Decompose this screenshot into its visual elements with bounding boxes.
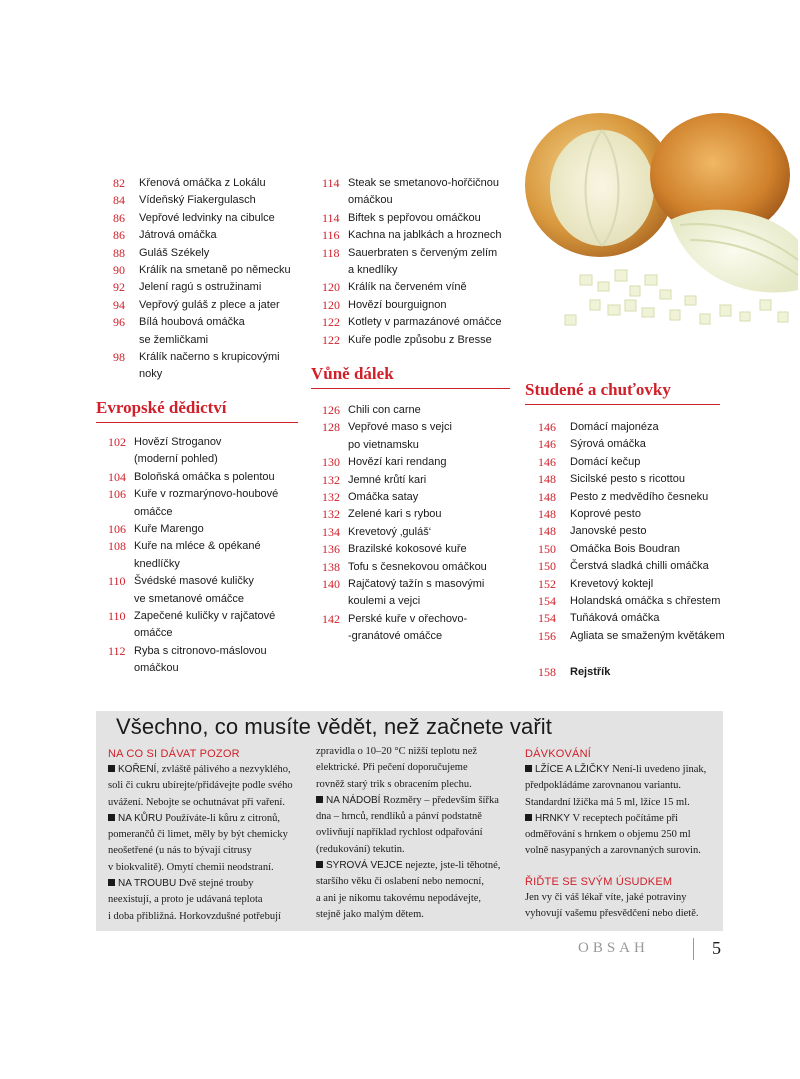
list-item[interactable]: [538, 628, 738, 645]
toc-title: Domácí kečup: [570, 455, 641, 468]
info-text-line: [108, 795, 303, 811]
list-item[interactable]: [113, 279, 303, 296]
toc-title: Brazilské kokosové kuře: [348, 543, 467, 556]
list-item[interactable]: [322, 489, 512, 506]
list-item[interactable]: [538, 436, 738, 453]
list-item[interactable]: [322, 593, 512, 610]
info-text: V receptech počítáme při: [570, 812, 679, 824]
info-text-line: [108, 778, 303, 794]
info-text-line: [108, 876, 303, 892]
list-item[interactable]: [108, 608, 303, 625]
info-text-line: [525, 811, 725, 827]
toc-page-number: 132: [322, 507, 340, 522]
toc-title: Vepřové maso s vejci: [348, 421, 452, 434]
toc-page-number: [108, 451, 134, 468]
info-text: předpokládáme zarovnanou variantu.: [525, 780, 681, 792]
list-item[interactable]: [113, 262, 303, 279]
list-item[interactable]: [322, 628, 512, 645]
toc-title: Biftek s pepřovou omáčkou: [348, 211, 481, 224]
toc-page-number: [322, 437, 348, 454]
toc-page-number: [322, 593, 348, 610]
toc-title: Sauerbraten s červeným zelím: [348, 246, 498, 259]
list-item[interactable]: [113, 175, 303, 192]
toc-page-number: 82: [113, 176, 125, 190]
info-subhead: NA NÁDOBÍ: [326, 794, 381, 806]
list-item[interactable]: [322, 559, 512, 576]
toc-title: omáčce: [134, 505, 173, 518]
list-item[interactable]: [108, 556, 303, 573]
info-text: elektrické. Při pečení doporučujeme: [316, 762, 468, 774]
list-item[interactable]: [538, 541, 738, 558]
toc-title: Guláš Székely: [139, 246, 210, 259]
toc-page-number: 108: [108, 539, 126, 554]
section-heading-vune: Vůně dálek: [311, 364, 510, 389]
toc-title: Chili con carne: [348, 404, 421, 416]
info-text: vyhovují vašemu přesvědčení nebo dietě.: [525, 908, 699, 920]
toc-title: Kuře podle způsobu z Bresse: [348, 333, 492, 346]
toc-title: Vepřové ledvinky na cibulce: [139, 211, 275, 224]
info-text: Jen vy či váš lékař víte, jaké potraviny: [525, 891, 687, 903]
toc-title: Kuře Marengo: [134, 523, 204, 536]
info-text-line: [316, 793, 514, 809]
bullet-square-icon: [525, 765, 532, 772]
list-item[interactable]: [322, 402, 512, 419]
info-subhead: NA TROUBU: [118, 878, 177, 890]
toc-title: (moderní pohled): [134, 453, 218, 466]
list-item[interactable]: [108, 434, 303, 451]
toc-title: Vepřový guláš z plece a jater: [139, 298, 280, 311]
list-item[interactable]: [538, 610, 738, 627]
info-text-line: [316, 744, 514, 760]
toc-page-number: [108, 556, 134, 573]
list-item[interactable]: [113, 366, 303, 383]
info-text-line: [525, 795, 725, 811]
toc-title: Krevetový koktejl: [570, 577, 654, 590]
toc-title: Ryba s citronovo-máslovou: [134, 644, 267, 657]
list-item[interactable]: [322, 227, 512, 244]
toc-page-number: 138: [322, 559, 340, 574]
list-item[interactable]: [322, 419, 512, 436]
toc-title: Krevetový ‚guláš‘: [348, 525, 432, 538]
toc-title: Hovězí Stroganov: [134, 436, 222, 448]
toc-page-number: 154: [538, 594, 556, 609]
list-item[interactable]: [108, 538, 303, 555]
toc-title: Steak se smetanovo-hořčičnou: [348, 177, 500, 189]
onions-photo: [520, 100, 800, 350]
toc-title: Boloňská omáčka s polentou: [134, 470, 275, 483]
list-item[interactable]: [113, 349, 303, 366]
toc-title: Omáčka Bois Boudran: [570, 542, 681, 555]
list-item[interactable]: [322, 332, 512, 349]
toc-title: Tofu s česnekovou omáčkou: [348, 560, 487, 573]
info-subhead: NA KŮRU: [118, 812, 163, 824]
toc-title: Játrová omáčka: [139, 229, 217, 242]
list-item[interactable]: [322, 262, 512, 279]
toc-page-number: 122: [322, 332, 340, 347]
list-item[interactable]: [113, 192, 303, 209]
bullet-square-icon: [525, 814, 532, 821]
list-item[interactable]: [108, 660, 303, 677]
info-text-line: [108, 811, 303, 827]
toc-page-number: 136: [322, 542, 340, 557]
toc-title: Rajčatový tažín s masovými: [348, 578, 485, 591]
info-text: i doba přibližná. Horkovzdušné potřebují: [108, 910, 281, 922]
info-text-line: [316, 825, 514, 841]
toc-index-entry[interactable]: [538, 664, 738, 681]
toc-page-number: 128: [322, 420, 340, 435]
list-item[interactable]: [538, 523, 738, 540]
info-text: Není-li uvedeno jinak,: [609, 764, 707, 775]
toc-title: Rejstřík: [570, 666, 611, 678]
toc-title: omáčkou: [348, 194, 393, 207]
toc-page-number: 158: [538, 665, 556, 679]
toc-column-c: [538, 419, 738, 645]
toc-title: Králík na smetaně po německu: [139, 264, 291, 277]
toc-title: Zelené kari s rybou: [348, 508, 442, 521]
info-text: Používáte-li kůru z citronů,: [162, 812, 280, 824]
toc-title: Kuře v rozmarýnovo-houbové: [134, 488, 279, 501]
toc-page-number: 148: [538, 524, 556, 539]
toc-page-number: [108, 625, 134, 642]
info-text-line: [108, 762, 303, 778]
toc-title: Hovězí kari rendang: [348, 456, 447, 469]
info-column-3: [525, 746, 725, 922]
toc-page-number: 116: [322, 228, 340, 243]
list-item[interactable]: [322, 524, 512, 541]
toc-page-number: [108, 591, 134, 608]
toc-page-number: [108, 504, 134, 521]
info-text-line: [316, 891, 514, 907]
toc-page-number: 96: [113, 315, 125, 330]
toc-title: Jelení ragú s ostružinami: [139, 281, 262, 294]
list-item[interactable]: [538, 664, 738, 681]
info-text-line: [108, 860, 303, 876]
info-text: soli či cukru ubírejte/přidávejte podle svého: [108, 780, 293, 792]
toc-page-number: 114: [322, 210, 340, 225]
toc-page-number: 84: [113, 193, 125, 208]
toc-title: Hovězí bourguignon: [348, 298, 447, 311]
list-item[interactable]: [322, 576, 512, 593]
toc-page-number: [108, 660, 134, 677]
toc-page-number: 88: [113, 245, 125, 260]
info-text: zvláště pálivého a nezvyklého,: [159, 764, 291, 775]
toc-title: Koprové pesto: [570, 508, 641, 521]
info-text-line: [525, 778, 725, 794]
toc-page-number: 112: [108, 643, 126, 658]
toc-title: Čerstvá sladká chilli omáčka: [570, 560, 709, 573]
info-text-line: [316, 907, 514, 923]
info-text-line: [525, 827, 725, 843]
toc-title: Sicilské pesto s ricottou: [570, 473, 685, 486]
list-item[interactable]: [322, 314, 512, 331]
info-text: Standardní lžička má 5 ml, lžíce 15 ml.: [525, 796, 690, 808]
toc-page-number: 156: [538, 628, 556, 643]
list-item[interactable]: [538, 576, 738, 593]
info-text: uvážení. Nebojte se ochutnávat při vaření.: [108, 796, 285, 808]
list-item[interactable]: [113, 245, 303, 262]
list-item[interactable]: [113, 210, 303, 227]
info-text-line: [316, 842, 514, 858]
info-text: pomerančů či limet, měly by být chemicky: [108, 829, 288, 841]
list-item[interactable]: [113, 314, 303, 331]
info-text-line: [316, 760, 514, 776]
info-text: v biokvalitě). Omytí chemii neodstraní.: [108, 861, 274, 873]
toc-title: noky: [139, 368, 163, 381]
info-text: rovněž starý trik s obracením plechu.: [316, 778, 472, 790]
toc-page-number: 152: [538, 576, 556, 591]
info-text-line: [525, 890, 725, 906]
toc-page-number: [113, 366, 139, 383]
info-text: Rozměry – především šířka: [380, 794, 499, 806]
toc-title: Tuňáková omáčka: [570, 612, 660, 625]
toc-page-number: 118: [322, 245, 340, 260]
toc-title: Domácí majonéza: [570, 421, 659, 433]
info-text: staršího věku či oslabení nebo nemocní,: [316, 876, 484, 888]
info-heading-usudek: ŘIĎTE SE SVÝM ÚSUDKEM: [525, 875, 673, 888]
footer-divider: [693, 938, 694, 960]
toc-title: Pesto z medvědího česneku: [570, 490, 709, 503]
info-text: odměřování s hrnkem o objemu 250 ml: [525, 829, 691, 841]
toc-title: Kotlety v parmazánové omáčce: [348, 316, 502, 329]
toc-page-number: 106: [108, 522, 126, 537]
list-item[interactable]: [322, 506, 512, 523]
toc-page-number: 102: [108, 435, 126, 449]
toc-title: knedlíčky: [134, 557, 180, 570]
list-item[interactable]: [538, 419, 738, 436]
list-item[interactable]: [108, 591, 303, 608]
info-text-line: [316, 777, 514, 793]
list-item[interactable]: [108, 486, 303, 503]
toc-page-number: 146: [538, 420, 556, 434]
toc-page-number: 154: [538, 611, 556, 626]
info-text-line: [525, 762, 725, 778]
section-heading-evropske: Evropské dědictví: [96, 398, 298, 423]
toc-title: Bílá houbová omáčka: [139, 316, 245, 329]
list-item[interactable]: [108, 573, 303, 590]
list-item[interactable]: [322, 245, 512, 262]
toc-title: Omáčka satay: [348, 491, 419, 504]
toc-title: ve smetanové omáčce: [134, 592, 245, 605]
toc-page-number: 146: [538, 437, 556, 452]
list-item[interactable]: [538, 506, 738, 523]
info-subhead: LŽÍCE A LŽIČKY: [535, 764, 610, 775]
toc-page-number: 126: [322, 403, 340, 417]
toc-title: omáčkou: [134, 662, 179, 675]
bullet-square-icon: [316, 861, 323, 868]
toc-page-number: 86: [113, 210, 125, 225]
toc-title: Zapečené kuličky v rajčatové: [134, 610, 276, 623]
bullet-square-icon: [108, 814, 115, 821]
toc-title: Perské kuře v ořechovo-: [348, 612, 468, 625]
toc-column-a2: [108, 434, 303, 678]
toc-title: omáčce: [134, 627, 173, 640]
info-text-line: [108, 892, 303, 908]
info-text: nejezte, jste-li těhotné,: [402, 860, 501, 872]
info-text-line: [316, 858, 514, 874]
info-text-line: [525, 906, 725, 922]
list-item[interactable]: [108, 643, 303, 660]
toc-page-number: 150: [538, 559, 556, 574]
toc-title: -granátové omáčce: [348, 630, 443, 643]
toc-title: se žemličkami: [139, 333, 209, 346]
toc-title: Holandská omáčka s chřestem: [570, 595, 721, 608]
info-subhead: HRNKY: [535, 812, 571, 824]
toc-page-number: [322, 192, 348, 209]
page-number: 5: [712, 938, 721, 958]
toc-title: Králík načerno s krupicovými: [139, 351, 280, 364]
list-item[interactable]: [322, 541, 512, 558]
list-item[interactable]: [538, 558, 738, 575]
list-item[interactable]: [113, 297, 303, 314]
list-item[interactable]: [113, 227, 303, 244]
list-item[interactable]: [538, 454, 738, 471]
info-text: stejně jako malým dětem.: [316, 908, 424, 920]
toc-page-number: 130: [322, 455, 340, 470]
info-text: neošetřené (u nás to bývají citrusy: [108, 845, 252, 857]
list-item[interactable]: [322, 279, 512, 296]
toc-title: Kachna na jablkách a hroznech: [348, 229, 502, 242]
info-text-line: [316, 809, 514, 825]
info-text-line: [108, 909, 303, 925]
list-item[interactable]: [322, 297, 512, 314]
info-text-line: [108, 827, 303, 843]
list-item[interactable]: [108, 504, 303, 521]
toc-page-number: 120: [322, 280, 340, 295]
toc-page-number: 148: [538, 507, 556, 522]
bullet-square-icon: [108, 879, 115, 886]
toc-page-number: 148: [538, 489, 556, 504]
list-item[interactable]: [538, 489, 738, 506]
toc-page-number: 150: [538, 541, 556, 556]
section-heading-studene: Studené a chuťovky: [525, 380, 720, 405]
info-box-title: Všechno, co musíte vědět, než začnete vařit: [116, 714, 552, 739]
info-subhead: KOŘENÍ,: [118, 764, 160, 775]
toc-title: Jemné krůtí kari: [348, 473, 427, 486]
info-text: zpravidla o 10–20 °C nižší teplotu než: [316, 746, 478, 757]
bullet-square-icon: [316, 796, 323, 803]
info-heading-davkovani: DÁVKOVÁNÍ: [525, 748, 591, 760]
list-item[interactable]: [322, 454, 512, 471]
info-text: a ani je nikomu takovému nepodávejte,: [316, 892, 482, 904]
toc-page-number: 104: [108, 469, 126, 484]
toc-page-number: 86: [113, 228, 125, 243]
toc-page-number: 122: [322, 315, 340, 330]
toc-page-number: 98: [113, 350, 125, 365]
toc-page-number: 114: [322, 176, 340, 190]
info-text: volně nasypaných a zarovnaných surovin.: [525, 845, 701, 857]
list-item[interactable]: [322, 210, 512, 227]
toc-column-b2: [322, 402, 512, 646]
info-subhead: SYROVÁ VEJCE: [326, 860, 403, 872]
toc-title: Křenová omáčka z Lokálu: [139, 177, 266, 189]
toc-page-number: 120: [322, 297, 340, 312]
toc-title: Vídeňský Fiakergulasch: [139, 194, 256, 207]
toc-title: koulemi a vejci: [348, 595, 421, 608]
toc-page-number: 148: [538, 472, 556, 487]
info-text-line: [316, 874, 514, 890]
bullet-square-icon: [108, 765, 115, 772]
list-item[interactable]: [108, 521, 303, 538]
toc-title: Švédské masové kuličky: [134, 575, 254, 588]
list-item[interactable]: [113, 332, 303, 349]
list-item[interactable]: [322, 611, 512, 628]
list-item[interactable]: [322, 472, 512, 489]
info-text: Dvě stejné trouby: [176, 878, 254, 890]
info-text: (redukování) tekutin.: [316, 843, 405, 855]
toc-page-number: 110: [108, 574, 126, 589]
toc-page-number: [113, 332, 139, 349]
info-text-line: [108, 843, 303, 859]
list-item[interactable]: [108, 625, 303, 642]
toc-title: Sýrová omáčka: [570, 438, 646, 451]
toc-page-number: 134: [322, 524, 340, 539]
toc-column-b: [322, 175, 512, 349]
info-text-line: [525, 843, 725, 859]
toc-page-number: 106: [108, 487, 126, 502]
toc-title: Agliata se smaženým květákem: [570, 629, 725, 642]
toc-page-number: 94: [113, 297, 125, 312]
list-item[interactable]: [538, 593, 738, 610]
toc-page-number: 92: [113, 280, 125, 295]
footer-section-label: OBSAH: [578, 940, 649, 956]
info-column-1: [108, 746, 303, 925]
toc-column-a: [113, 175, 303, 384]
info-text: ovlivňují například rychlost odpařování: [316, 827, 483, 839]
toc-title: Kuře na mléce & opékané: [134, 540, 261, 553]
list-item[interactable]: [108, 469, 303, 486]
toc-page-number: 142: [322, 611, 340, 626]
info-heading-pozor: NA CO SI DÁVAT POZOR: [108, 748, 240, 760]
list-item[interactable]: [322, 192, 512, 209]
list-item[interactable]: [322, 175, 512, 192]
toc-title: a knedlíky: [348, 264, 398, 277]
list-item[interactable]: [538, 471, 738, 488]
list-item[interactable]: [108, 451, 303, 468]
toc-page-number: 140: [322, 577, 340, 592]
list-item[interactable]: [322, 437, 512, 454]
toc-title: Králík na červeném víně: [348, 281, 467, 294]
toc-page-number: 132: [322, 472, 340, 487]
info-text: dna – hrnců, rendlíků a pánví podstatně: [316, 811, 482, 823]
info-text: neexistují, a proto je udávaná teplota: [108, 894, 263, 906]
toc-page-number: 146: [538, 454, 556, 469]
toc-title: Janovské pesto: [570, 525, 647, 538]
toc-page-number: [322, 628, 348, 645]
toc-page-number: 110: [108, 609, 126, 624]
toc-page-number: 90: [113, 263, 125, 278]
info-column-2: [316, 744, 514, 923]
toc-page-number: [322, 262, 348, 279]
toc-page-number: 132: [322, 490, 340, 505]
toc-title: po vietnamsku: [348, 438, 419, 451]
